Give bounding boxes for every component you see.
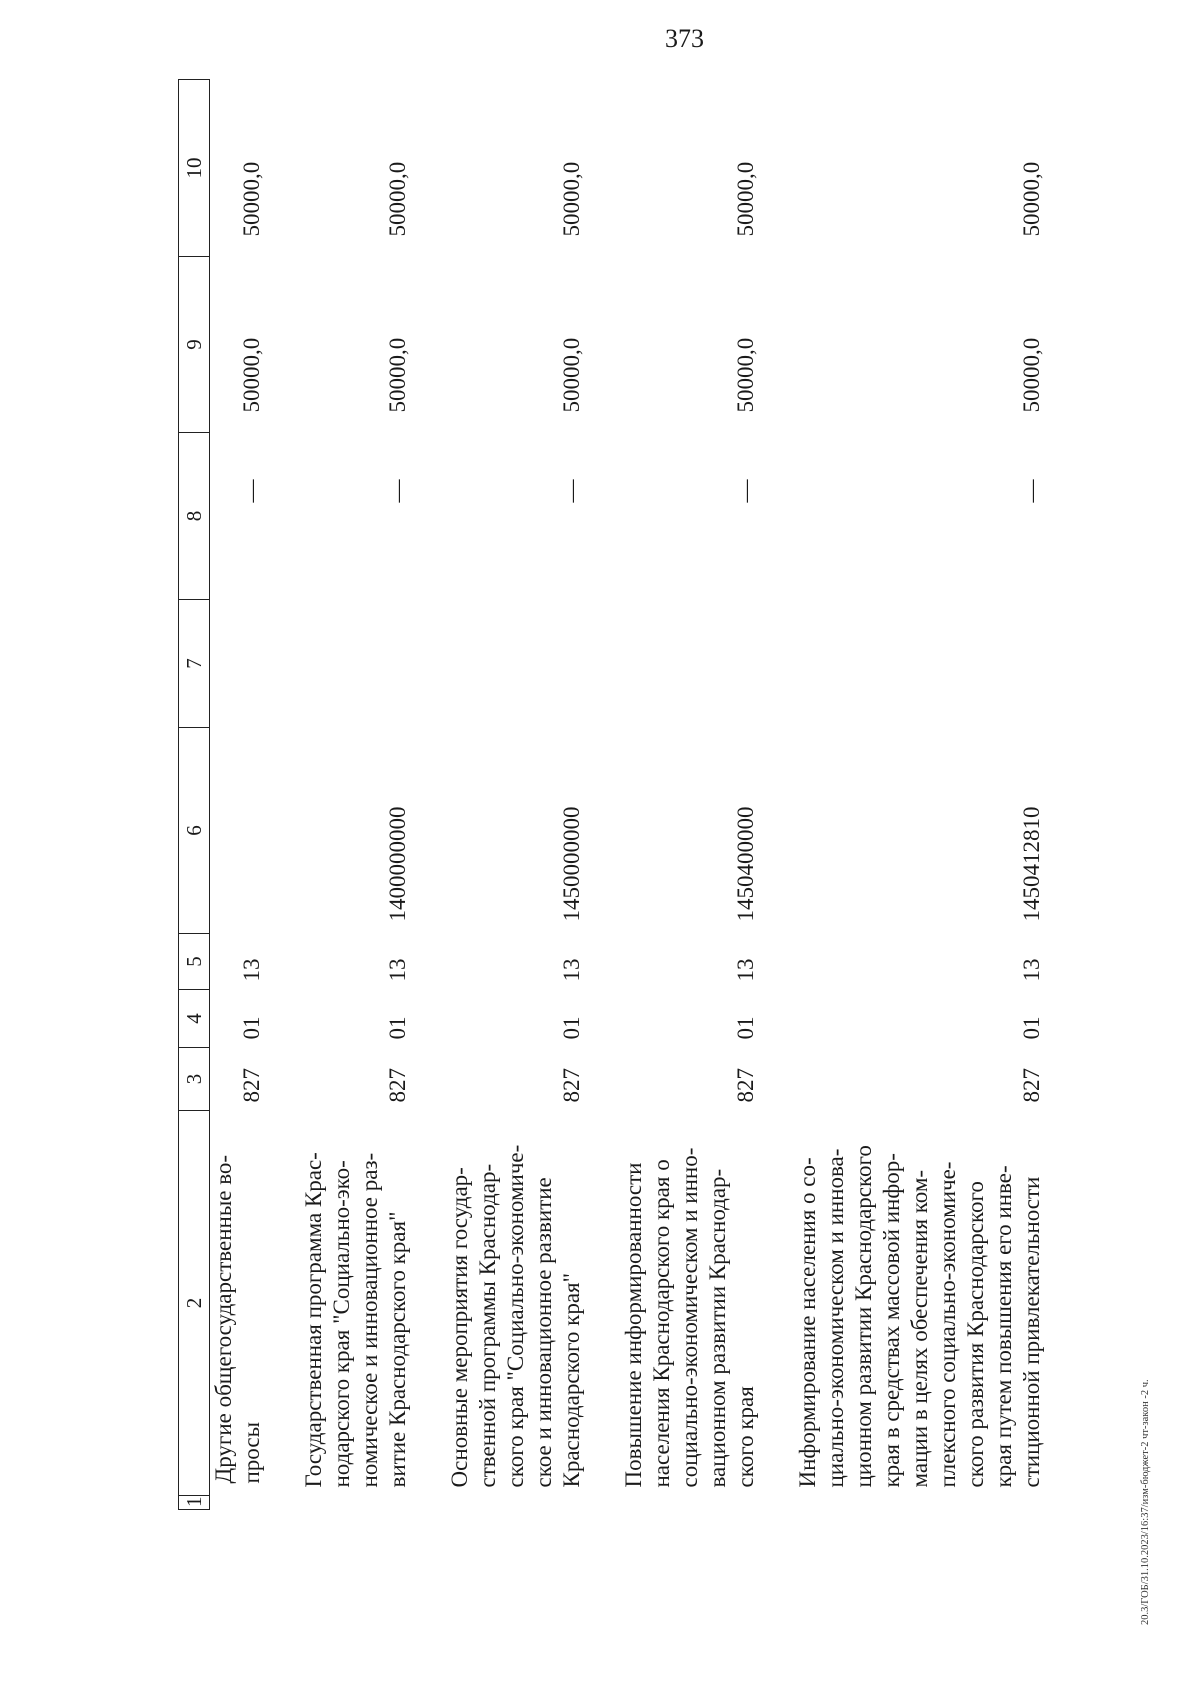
row-description [794, 1111, 1046, 1510]
row-spacer [760, 80, 794, 1510]
header-col-3: 3 [179, 1048, 210, 1111]
description-line: номическое и инновационное раз- [357, 1152, 382, 1488]
cell-amount-col10: 50000,0 [239, 161, 264, 237]
description-line: Повышение информированности [621, 1162, 646, 1488]
description-line: края в средствах массовой инфор- [879, 1153, 904, 1488]
description-line: Информирование населения о со- [795, 1157, 820, 1488]
cell-subsection-code: 13 [559, 958, 584, 982]
cell-amount-col9: 50000,0 [385, 337, 410, 413]
cell-amount-col9: 50000,0 [1019, 337, 1044, 413]
cell-section-code: 01 [559, 1016, 584, 1040]
table-row [620, 80, 760, 1510]
description-line: просы [239, 1421, 264, 1484]
cell-target-article [210, 728, 267, 934]
cell-section-code: 01 [239, 1016, 264, 1040]
header-col-7: 7 [179, 600, 210, 728]
description-line: вационном развитии Краснодар- [705, 1168, 730, 1488]
header-col-1: 1 [179, 1496, 210, 1510]
cell-amount-col10: 50000,0 [1019, 161, 1044, 237]
cell-ministry-code: 827 [385, 1068, 410, 1103]
cell-amount-col9: 50000,0 [733, 337, 758, 413]
description-line: населения Краснодарского края о [649, 1159, 674, 1488]
cell-amount-col10: 50000,0 [733, 161, 758, 237]
cell-ministry-code: 827 [733, 1068, 758, 1103]
row-description [620, 1111, 760, 1510]
description-line: мации в целях обеспечения ком- [907, 1169, 932, 1488]
table-row [794, 80, 1046, 1510]
description-line: ского развития Краснодарского [963, 1181, 988, 1488]
description-line: витие Краснодарского края" [385, 1211, 410, 1488]
row-description [210, 1111, 267, 1510]
cell-ministry-code: 827 [559, 1068, 584, 1103]
cell-amount-col8: — [239, 479, 264, 503]
cell-amount-col8: — [1019, 479, 1044, 503]
row-spacer [412, 80, 446, 1510]
cell-amount-col8: — [385, 479, 410, 503]
cell-expense-type [794, 600, 1046, 728]
table-row [446, 80, 586, 1510]
cell-subsection-code: 13 [1019, 958, 1044, 982]
table-header-row [179, 80, 210, 1510]
cell-amount-col10: 50000,0 [385, 161, 410, 237]
cell-expense-type [620, 600, 760, 728]
cell-expense-type [300, 600, 412, 728]
description-line: Другие общегосударственные во- [211, 1154, 236, 1484]
cell-target-article: 1450000000 [559, 806, 584, 922]
footer-document-code: 20.3/ГОБ/31.10.2023/16:37/изм-бюджет-2 чт-закон -2 ч. [1140, 1379, 1151, 1625]
cell-target-article: 1450412810 [1019, 806, 1044, 922]
description-line: ского края [733, 1386, 758, 1488]
header-col-8: 8 [179, 433, 210, 600]
cell-ministry-code: 827 [239, 1068, 264, 1103]
cell-section-code: 01 [385, 1016, 410, 1040]
description-line: Краснодарского края" [559, 1273, 584, 1488]
description-line: плексного социально-экономиче- [935, 1161, 960, 1488]
cell-amount-col10: 50000,0 [559, 161, 584, 237]
cell-subsection-code: 13 [733, 958, 758, 982]
description-line: ское и инновационное развитие [531, 1177, 556, 1488]
header-col-5: 5 [179, 934, 210, 990]
header-col-6: 6 [179, 728, 210, 934]
cell-amount-col8: — [733, 479, 758, 503]
description-line: Основные мероприятия государ- [447, 1167, 472, 1488]
cell-section-code: 01 [733, 1016, 758, 1040]
cell-amount-col8: — [559, 479, 584, 503]
header-col-9: 9 [179, 257, 210, 433]
row-spacer [586, 80, 620, 1510]
budget-table [178, 79, 1046, 1510]
description-line: ственной программы Краснодар- [475, 1163, 500, 1488]
header-col-4: 4 [179, 990, 210, 1048]
cell-subsection-code: 13 [385, 958, 410, 982]
cell-amount-col9: 50000,0 [559, 337, 584, 413]
row-description [300, 1111, 412, 1510]
row-spacer [266, 80, 300, 1510]
cell-subsection-code: 13 [239, 958, 264, 982]
cell-ministry-code: 827 [1019, 1068, 1044, 1103]
description-line: края путем повышения его инве- [991, 1165, 1016, 1488]
description-line: Государственная программа Крас- [301, 1152, 326, 1488]
table-row [210, 80, 267, 1510]
description-line: нодарского края "Социально-эко- [329, 1160, 354, 1488]
budget-table-rotated [178, 80, 1078, 1510]
row-description [446, 1111, 586, 1510]
description-line: социально-экономическом и инно- [677, 1147, 702, 1488]
description-line: циально-экономическом и иннова- [823, 1148, 848, 1488]
cell-target-article: 1450400000 [733, 806, 758, 922]
description-line: ского края "Социально-экономиче- [503, 1144, 528, 1488]
description-line: стиционной привлекательности [1019, 1176, 1044, 1488]
cell-section-code: 01 [1019, 1016, 1044, 1040]
header-col-10: 10 [179, 80, 210, 257]
table-row [300, 80, 412, 1510]
cell-expense-type [446, 600, 586, 728]
page-number: 373 [665, 24, 704, 53]
header-col-2: 2 [179, 1111, 210, 1496]
cell-target-article: 1400000000 [385, 806, 410, 922]
cell-amount-col9: 50000,0 [239, 337, 264, 413]
description-line: ционном развитии Краснодарского [851, 1145, 876, 1488]
cell-expense-type [210, 600, 267, 728]
